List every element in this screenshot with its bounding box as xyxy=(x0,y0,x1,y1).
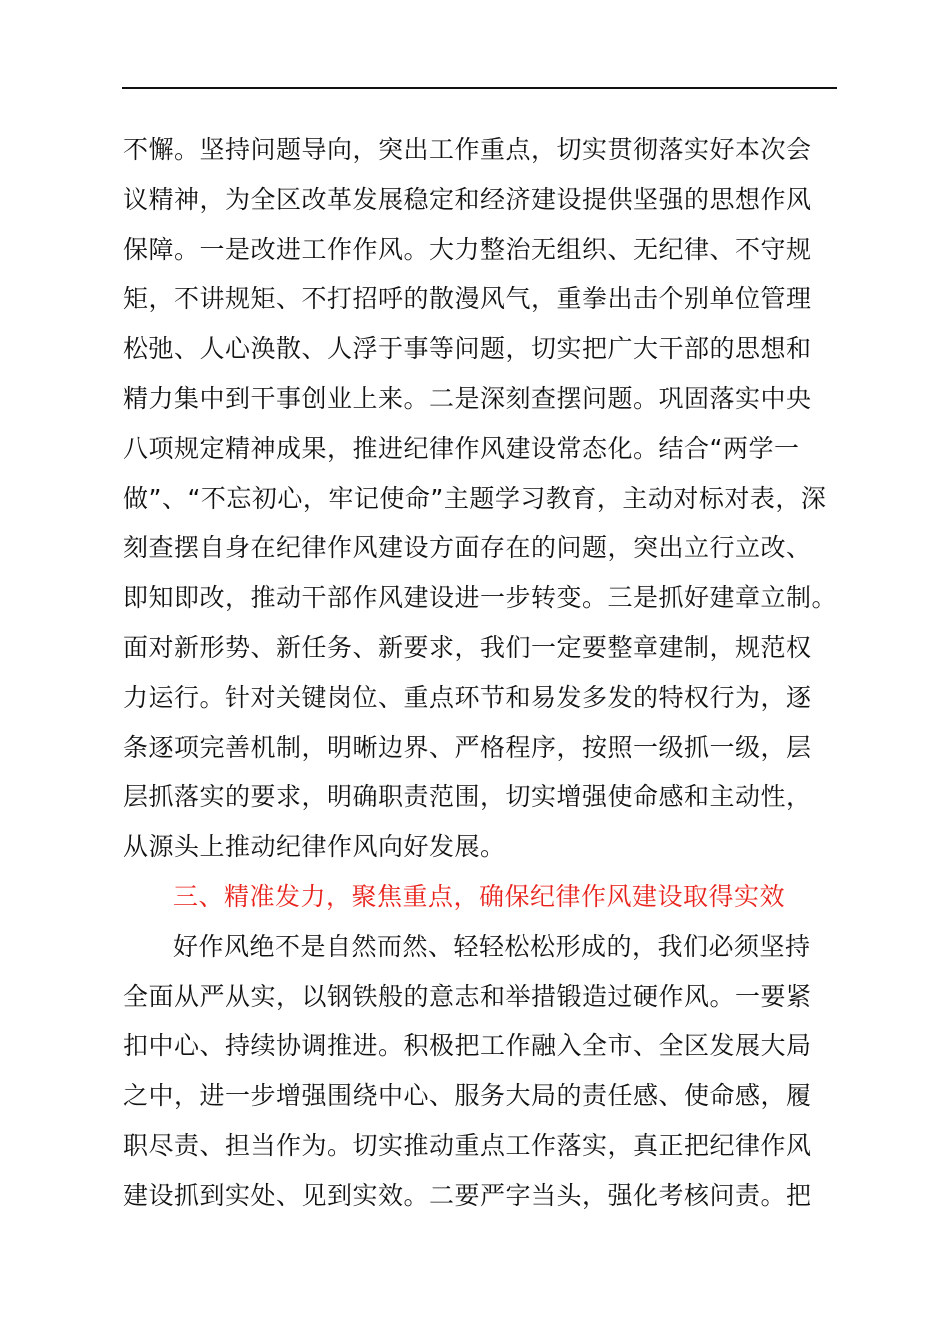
paragraph-first-line: 好作风绝不是自然而然、轻轻松松形成的，我们必须坚持 xyxy=(173,931,811,961)
text-line: 矩，不讲规矩、不打招呼的散漫风气，重拳出击个别单位管理 xyxy=(123,284,812,314)
text-line: 精力集中到干事创业上来。二是深刻查摆问题。巩固落实中央 xyxy=(123,383,812,413)
text-line: 面对新形势、新任务、新要求，我们一定要整章建制，规范权 xyxy=(123,632,812,662)
section-heading: 三、精准发力，聚焦重点，确保纪律作风建设取得实效 xyxy=(173,881,786,911)
text-line: 八项规定精神成果，推进纪律作风建设常态化。结合“两学一 xyxy=(123,433,800,463)
text-line: 条逐项完善机制，明晰边界、严格程序，按照一级抓一级，层 xyxy=(123,732,812,762)
text-line: 做”、“不忘初心，牢记使命”主题学习教育，主动对标对表，深 xyxy=(123,483,827,513)
text-line: 扣中心、持续协调推进。积极把工作融入全市、全区发展大局 xyxy=(123,1031,812,1061)
text-line: 层抓落实的要求，明确职责范围，切实增强使命感和主动性， xyxy=(123,782,812,812)
header-rule xyxy=(122,87,837,89)
text-line: 之中，进一步增强围绕中心、服务大局的责任感、使命感，履 xyxy=(123,1081,812,1111)
text-line: 建设抓到实处、见到实效。二要严字当头，强化考核问责。把 xyxy=(123,1180,812,1210)
text-line: 松弛、人心涣散、人浮于事等问题，切实把广大干部的思想和 xyxy=(123,334,812,364)
text-line: 力运行。针对关键岗位、重点环节和易发多发的特权行为，逐 xyxy=(123,682,812,712)
text-line: 保障。一是改进工作作风。大力整治无组织、无纪律、不守规 xyxy=(123,234,812,264)
text-line: 议精神，为全区改革发展稳定和经济建设提供坚强的思想作风 xyxy=(123,184,812,214)
text-line: 刻查摆自身在纪律作风建设方面存在的问题，突出立行立改、 xyxy=(123,533,812,563)
text-line: 全面从严从实，以钢铁般的意志和举措锻造过硬作风。一要紧 xyxy=(123,981,812,1011)
text-line: 不懈。坚持问题导向，突出工作重点，切实贯彻落实好本次会 xyxy=(123,135,812,164)
text-line: 职尽责、担当作为。切实推动重点工作落实，真正把纪律作风 xyxy=(123,1130,812,1160)
text-line: 从源头上推动纪律作风向好发展。 xyxy=(123,832,506,862)
text-line: 即知即改，推动干部作风建设进一步转变。三是抓好建章立制。 xyxy=(123,583,838,613)
document-body xyxy=(123,125,837,1221)
